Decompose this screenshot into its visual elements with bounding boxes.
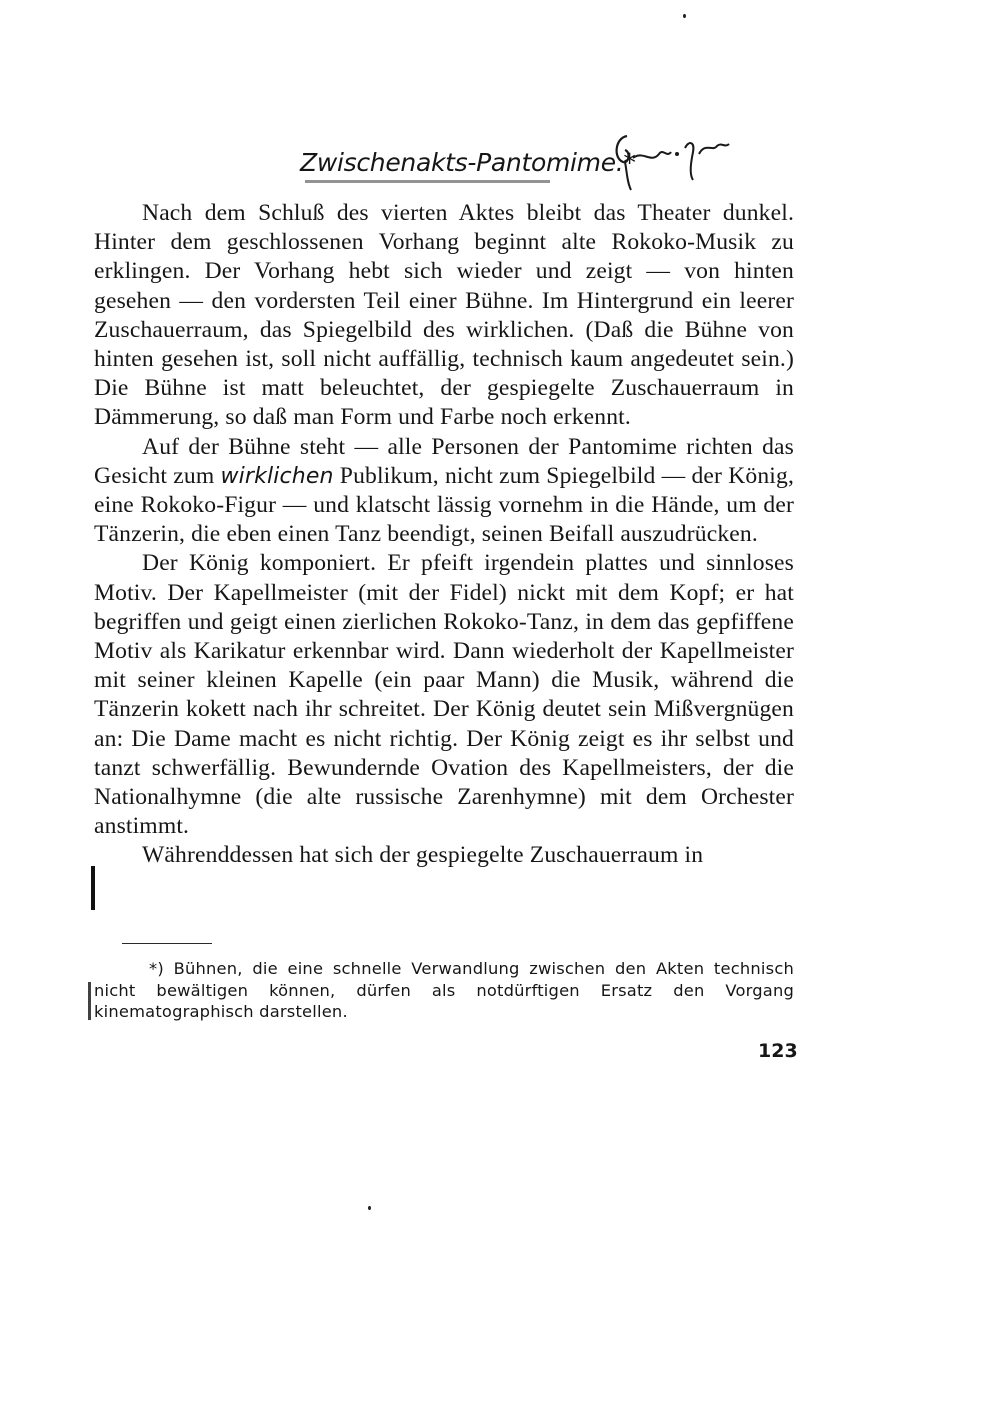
margin-bracket-mark (91, 866, 95, 910)
margin-bracket-mark (88, 982, 91, 1020)
emphasized-word: wirklichen (220, 463, 334, 489)
page-title: Zwischenakts-Pantomime.* (300, 148, 636, 177)
paragraph: Der König komponiert. Er pfeift irgendein plattes und sinnloses Motiv. Der Kapellmeister (mit der Fidel) nickt mit dem Kopf; er hat begriffen und geigt einen zierlichen Rokoko-Tanz, in dem das gepfiffene Motiv als Karikatur erkennbar wird. Dann wiederholt der Kapellmeister mit seiner kleinen Kapelle (ein paar Mann) die Musik, während die Tänzerin kokett nach ihr schreitet. Der König deutet sein Mißvergnügen an: Die Dame macht es nicht richtig. Der König zeigt es ihr selbst und tanzt schwerfällig. Bewundernde Ovation des Kapellmeisters, der die Nationalhymne (die alte russische Zarenhymne) mit dem Orchester anstimmt. (94, 550, 794, 840)
paragraph (94, 433, 794, 550)
page-number: 123 (758, 1040, 798, 1062)
paragraph-text: Publikum, nicht zum Spiegelbild — der König, eine Rokoko-Figur — und klatscht lässig vornehm in die Hände, um der Tänzerin, die eben einen Tanz beendigt, seinen Beifall auszudrücken. (94, 462, 794, 548)
handwritten-annotation (605, 128, 735, 198)
title-underline-mark (305, 180, 550, 183)
footnote-text: *) Bühnen, die eine schnelle Verwandlung zwischen den Akten technisch nicht bewältigen können, dürfen als notdürftigen Ersatz den Vorgang kinematographisch darstellen. (94, 959, 794, 1021)
ink-speck (683, 14, 686, 18)
paragraph-text: Auf der Bühne steht — alle Personen der Pantomime richten das Gesicht zum (94, 433, 794, 489)
footnote (94, 958, 794, 1023)
footnote-rule (122, 943, 212, 944)
ink-speck (368, 1206, 371, 1210)
paragraph: Währenddessen hat sich der gespiegelte Zuschauerraum in (142, 842, 704, 869)
paragraph: Nach dem Schluß des vierten Aktes bleibt das Theater dunkel. Hinter dem geschlossenen Vorhang beginnt alte Rokoko-Musik zu erklingen. Der Vorhang hebt sich wieder und zeigt — von hinten gesehen — den vordersten Teil einer Bühne. Im Hintergrund ein leerer Zuschauerraum, das Spiegelbild des wirklichen. (Daß die Bühne von hinten gesehen ist, soll nicht auffällig, technisch kaum angedeutet sein.) Die Bühne ist matt beleuchtet, der gespiegelte Zuschauerraum in Dämmerung, so daß man Form und Farbe noch erkennt. (94, 200, 794, 431)
main-text (94, 199, 794, 871)
